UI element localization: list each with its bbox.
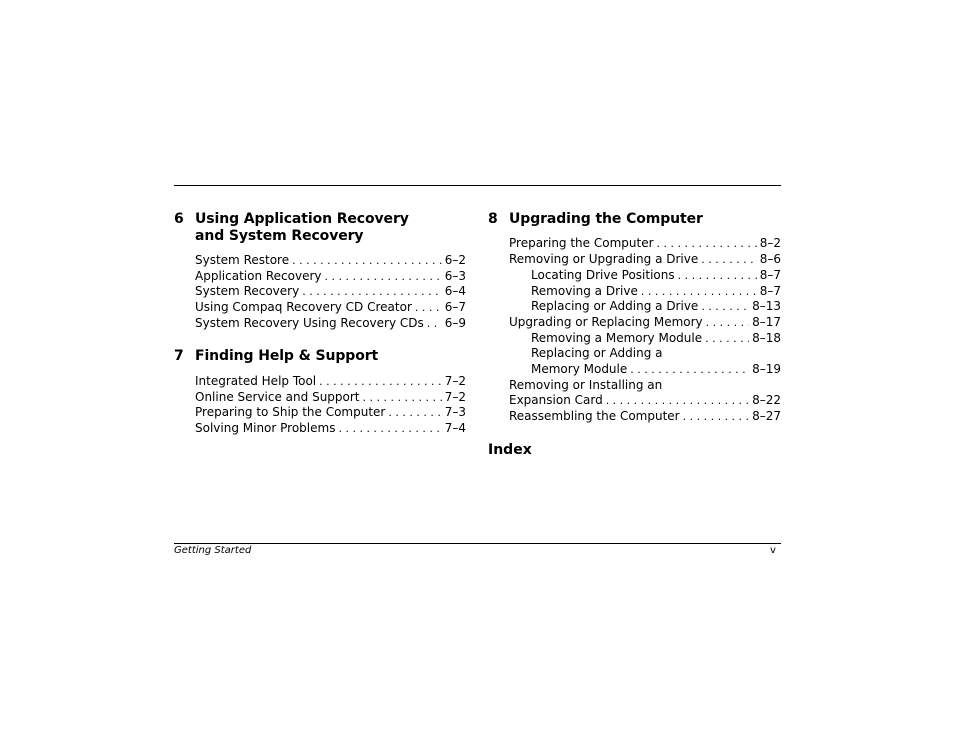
dot-leader	[427, 316, 442, 332]
entry-title: Integrated Help Tool	[195, 373, 317, 388]
entry-title: System Recovery	[195, 284, 300, 299]
footer-rule	[174, 543, 781, 544]
dot-leader	[705, 331, 749, 347]
chapter-heading[interactable]	[174, 348, 466, 365]
chapter-title: Upgrading the Computer	[509, 211, 703, 227]
toc-entries	[174, 253, 466, 331]
entry-page: 7–2	[444, 373, 466, 388]
chapter-title: Finding Help & Support	[195, 348, 379, 365]
toc-left-column	[174, 211, 466, 437]
toc-entry[interactable]	[195, 390, 466, 406]
entry-page: 8–17	[752, 314, 781, 329]
entry-title: Expansion Card	[509, 393, 603, 408]
dot-leader	[325, 269, 442, 285]
toc-entry[interactable]	[509, 315, 781, 331]
toc-subentry[interactable]	[509, 284, 781, 300]
chapter-number: 6	[174, 211, 184, 227]
footer-page-number: v	[770, 545, 776, 556]
entry-title: System Restore	[195, 252, 290, 267]
entry-title: Solving Minor Problems	[195, 420, 336, 435]
toc-entry[interactable]	[195, 421, 466, 437]
dot-leader	[292, 253, 442, 269]
entry-title: Replacing or Adding a	[531, 346, 663, 361]
dot-leader	[706, 315, 749, 331]
toc-entry[interactable]	[195, 300, 466, 316]
entry-page: 8–2	[759, 236, 781, 251]
toc-entry[interactable]	[195, 405, 466, 421]
entry-page: 8–27	[752, 409, 781, 424]
toc-subentry[interactable]	[509, 331, 781, 347]
chapter-6	[174, 211, 466, 331]
toc-entry[interactable]	[509, 409, 781, 425]
entry-title: Locating Drive Positions	[531, 267, 675, 282]
toc-entry[interactable]	[195, 269, 466, 285]
entry-page: 8–22	[752, 393, 781, 408]
section-gap	[174, 331, 466, 348]
entry-page: 7–3	[444, 405, 466, 420]
footer-title: Getting Started	[174, 545, 252, 556]
dot-leader	[701, 252, 756, 268]
entry-title: Removing a Drive	[531, 283, 638, 298]
toc-entry-line[interactable]	[509, 378, 781, 394]
entry-title: Removing or Installing an	[509, 377, 663, 392]
entry-title: Upgrading or Replacing Memory	[509, 314, 703, 329]
entry-page: 6–9	[444, 315, 466, 330]
entry-title: Removing or Upgrading a Drive	[509, 252, 699, 267]
toc-entry[interactable]	[195, 253, 466, 269]
entry-page: 8–7	[759, 283, 781, 298]
entry-title: Preparing to Ship the Computer	[195, 405, 386, 420]
entry-page: 7–2	[444, 389, 466, 404]
toc-entry[interactable]	[195, 284, 466, 300]
entry-page: 8–7	[759, 267, 781, 282]
entry-title: Memory Module	[531, 361, 628, 376]
toc-entries	[174, 374, 466, 437]
dot-leader	[630, 362, 749, 378]
toc-entries	[488, 237, 781, 425]
dot-leader	[606, 393, 749, 409]
dot-leader	[701, 299, 749, 315]
entry-title: System Recovery Using Recovery CDs	[195, 315, 424, 330]
toc-right-column	[488, 211, 781, 458]
toc-entry[interactable]	[195, 374, 466, 390]
index-heading[interactable]: Index	[488, 441, 532, 458]
entry-title: Preparing the Computer	[509, 236, 654, 251]
entry-page: 8–13	[752, 299, 781, 314]
dot-leader	[319, 374, 442, 390]
chapter-heading[interactable]	[174, 211, 466, 244]
dot-leader	[415, 300, 442, 316]
dot-leader	[302, 284, 442, 300]
entry-page: 7–4	[444, 420, 466, 435]
toc-entry[interactable]	[509, 237, 781, 253]
entry-title: Application Recovery	[195, 268, 322, 283]
entry-page: 8–6	[759, 252, 781, 267]
chapter-number: 8	[488, 211, 498, 227]
entry-page: 6–3	[444, 268, 466, 283]
dot-leader	[641, 284, 757, 300]
toc-subentry[interactable]	[509, 268, 781, 284]
dot-leader	[683, 409, 749, 425]
entry-page: 8–19	[752, 361, 781, 376]
toc-subentry[interactable]	[509, 362, 781, 378]
entry-page: 6–2	[444, 252, 466, 267]
toc-entry[interactable]	[509, 252, 781, 268]
chapter-heading[interactable]	[488, 211, 781, 228]
dot-leader	[388, 405, 441, 421]
dot-leader	[678, 268, 757, 284]
chapter-number: 7	[174, 348, 184, 365]
toc-subentry-line[interactable]	[509, 346, 781, 362]
entry-page: 6–4	[444, 284, 466, 299]
dot-leader	[657, 236, 757, 252]
entry-title: Using Compaq Recovery CD Creator	[195, 300, 412, 315]
entry-page: 8–18	[752, 330, 781, 345]
dot-leader	[338, 421, 441, 437]
toc-subentry[interactable]	[509, 299, 781, 315]
chapter-8	[488, 211, 781, 425]
entry-title: Reassembling the Computer	[509, 409, 680, 424]
entry-title: Removing a Memory Module	[531, 330, 703, 345]
toc-entry[interactable]	[195, 316, 466, 332]
chapter-title: Using Application Recovery and System Recovery	[195, 211, 409, 244]
entry-page: 6–7	[444, 300, 466, 315]
toc-entry[interactable]	[509, 393, 781, 409]
dot-leader	[363, 390, 442, 406]
header-rule	[174, 185, 781, 186]
entry-title: Replacing or Adding a Drive	[531, 299, 699, 314]
chapter-7	[174, 348, 466, 436]
entry-title: Online Service and Support	[195, 389, 360, 404]
